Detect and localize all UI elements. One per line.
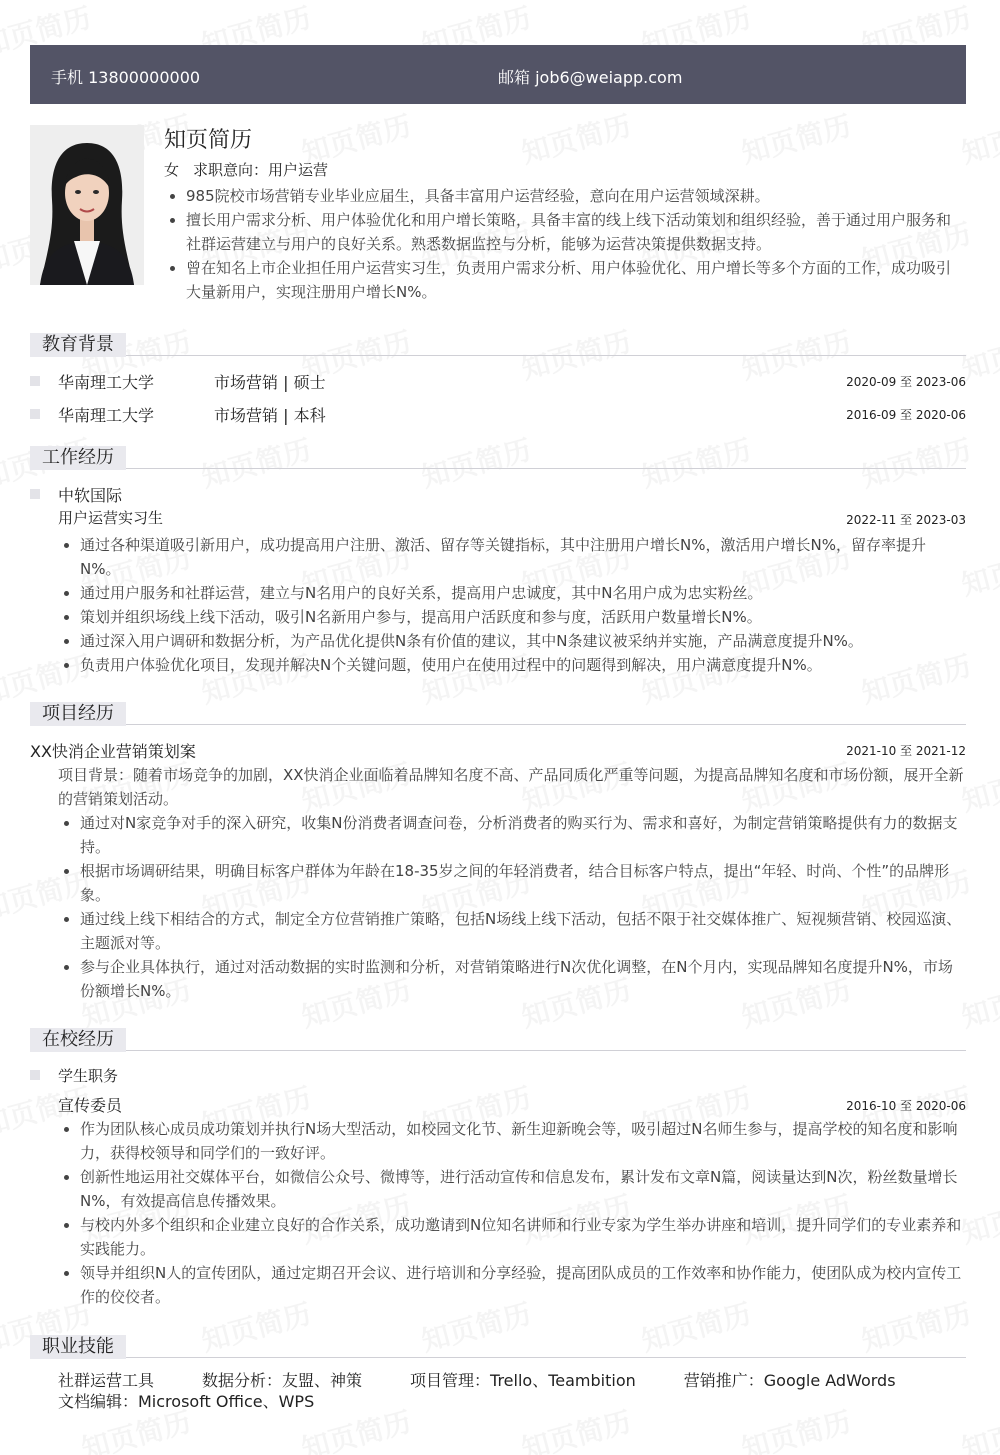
date-range: 2020-09 至 2023-06 xyxy=(846,375,966,389)
section-campus-header xyxy=(30,1028,966,1052)
skill-item: 数据分析：友盟、神策 xyxy=(202,1371,363,1390)
bullet-square-icon xyxy=(30,409,40,419)
work-entry xyxy=(30,482,966,677)
list-item: • 通过线上线下相结合的方式，制定全方位营销推广策略，包括N场线上线下活动，包括不限于社交媒体推广、短视频营销、校园巡演、主题派对等。 xyxy=(80,907,966,955)
campus-bullets xyxy=(30,1117,966,1309)
watermark-text xyxy=(957,1400,1000,1455)
school-name: 华南理工大学 xyxy=(58,406,155,425)
date-range: 2021-10 至 2021-12 xyxy=(846,744,966,758)
bullet-square-icon xyxy=(30,376,40,386)
skill-item: 社群运营工具 xyxy=(58,1371,155,1390)
section-education-header xyxy=(30,333,966,357)
bullet-square-icon xyxy=(30,489,40,499)
list-item: • 作为团队核心成员成功策划并执行N场大型活动，如校园文化节、新生迎新晚会等，吸引超过N名师生参与，提高学校的知名度和影响力，获得校领导和同学们的一致好评。 xyxy=(80,1117,966,1165)
list-item: • 通过用户服务和社群运营，建立与N名用户的良好关系，提高用户忠诚度，其中N名用户成为忠实粉丝。 xyxy=(80,581,966,605)
skills-list xyxy=(58,1370,958,1412)
list-item: • 通过对N家竞争对手的深入研究，收集N份消费者调查问卷，分析消费者的购买行为、需求和喜好，为制定营销策略提供有力的数据支持。 xyxy=(80,811,966,859)
list-item: • 与校内外多个组织和企业建立良好的合作关系，成功邀请到N位知名讲师和行业专家为学生举办讲座和培训，提升同学们的专业素养和实践能力。 xyxy=(80,1213,966,1261)
summary-item: • 985院校市场营销专业毕业应届生，具备丰富用户运营经验，意向在用户运营领域深耕。 xyxy=(186,184,964,208)
contact-bar xyxy=(30,45,966,104)
section-project-header xyxy=(30,702,966,726)
skill-item: 项目管理：Trello、Teambition xyxy=(410,1371,636,1390)
job-intent-text: 求职意向：用户运营 xyxy=(193,161,329,179)
section-title: 在校经历 xyxy=(30,1028,126,1052)
candidate-name: 知页简历 xyxy=(164,128,253,153)
email-text: 邮箱 job6@weiapp.com xyxy=(498,68,683,87)
section-divider xyxy=(30,355,966,356)
section-divider xyxy=(30,468,966,469)
major-degree: 市场营销 | 本科 xyxy=(214,406,326,425)
education-list xyxy=(30,368,966,428)
major-degree: 市场营销 | 硕士 xyxy=(214,373,326,392)
profile-subline xyxy=(164,160,964,180)
project-entry xyxy=(30,738,966,1003)
campus-category: 学生职务 xyxy=(58,1067,119,1085)
section-skills-header xyxy=(30,1335,966,1359)
date-range: 2016-09 至 2020-06 xyxy=(846,408,966,422)
bullet-square-icon xyxy=(30,1070,40,1080)
summary-list xyxy=(164,184,964,304)
project-background: 项目背景：随着市场竞争的加剧，XX快消企业面临着品牌知名度不高、产品同质化严重等问题，为提高品牌知名度和市场份额，展开全新的营销策划活动。 xyxy=(58,766,964,808)
gender-text: 女 xyxy=(164,161,180,179)
school-name: 华南理工大学 xyxy=(58,373,155,392)
section-divider xyxy=(30,724,966,725)
skill-item: 营销推广：Google AdWords xyxy=(683,1371,896,1390)
list-item: • 参与企业具体执行，通过对活动数据的实时监测和分析，对营销策略进行N次优化调整，在N个月内，实现品牌知名度提升N%，市场份额增长N%。 xyxy=(80,955,966,1003)
profile-photo xyxy=(30,125,144,285)
section-work-header xyxy=(30,446,966,470)
list-item: • 通过各种渠道吸引新用户，成功提高用户注册、激活、留存等关键指标，其中注册用户增长N%，激活用户增长N%，留存率提升N%。 xyxy=(80,533,966,581)
phone-text: 手机 13800000000 xyxy=(51,68,201,87)
summary-item: • 曾在知名上市企业担任用户运营实习生，负责用户需求分析、用户体验优化、用户增长等多个方面的工作，成功吸引大量新用户，实现注册用户增长N%。 xyxy=(186,256,964,304)
section-title: 工作经历 xyxy=(30,446,126,470)
date-range: 2016-10 至 2020-06 xyxy=(846,1099,966,1113)
list-item: • 根据市场调研结果，明确目标客户群体为年龄在18-35岁之间的年轻消费者，结合目标客户特点，提出“年轻、时尚、个性”的品牌形象。 xyxy=(80,859,966,907)
project-bullets xyxy=(30,811,966,1003)
section-divider xyxy=(30,1050,966,1051)
project-name: XX快消企业营销策划案 xyxy=(30,742,196,761)
job-role: 用户运营实习生 xyxy=(58,509,164,527)
list-item: • 通过深入用户调研和数据分析，为产品优化提供N条有价值的建议，其中N条建议被采纳并实施，产品满意度提升N%。 xyxy=(80,629,966,653)
list-item: • 负责用户体验优化项目，发现并解决N个关键问题，使用户在使用过程中的问题得到解决，用户满意度提升N%。 xyxy=(80,653,966,677)
section-divider xyxy=(30,1357,966,1358)
list-item: • 领导并组织N人的宣传团队，通过定期召开会议、进行培训和分享经验，提高团队成员的工作效率和协作能力，使团队成为校内宣传工作的佼佼者。 xyxy=(80,1261,966,1309)
list-item: • 策划并组织场线上线下活动，吸引N名新用户参与，提高用户活跃度和参与度，活跃用户数量增长N%。 xyxy=(80,605,966,629)
list-item: • 创新性地运用社交媒体平台，如微信公众号、微博等，进行活动宣传和信息发布，累计发布文章N篇，阅读量达到N次，粉丝数量增长N%，有效提高信息传播效果。 xyxy=(80,1165,966,1213)
section-title: 教育背景 xyxy=(30,333,126,357)
skill-item: 文档编辑：Microsoft Office、WPS xyxy=(58,1392,315,1411)
campus-role: 宣传委员 xyxy=(58,1096,123,1115)
profile-section xyxy=(164,126,964,304)
section-title: 项目经历 xyxy=(30,702,126,726)
work-bullets xyxy=(30,533,966,677)
section-title: 职业技能 xyxy=(30,1335,126,1359)
campus-entry xyxy=(30,1064,966,1309)
summary-item: • 擅长用户需求分析、用户体验优化和用户增长策略，具备丰富的线上线下活动策划和组织经验，善于通过用户服务和社群运营建立与用户的良好关系。熟悉数据监控与分析，能够为运营决策提供数据支持。 xyxy=(186,208,964,256)
company-name: 中软国际 xyxy=(58,486,123,505)
date-range: 2022-11 至 2023-03 xyxy=(846,513,966,527)
